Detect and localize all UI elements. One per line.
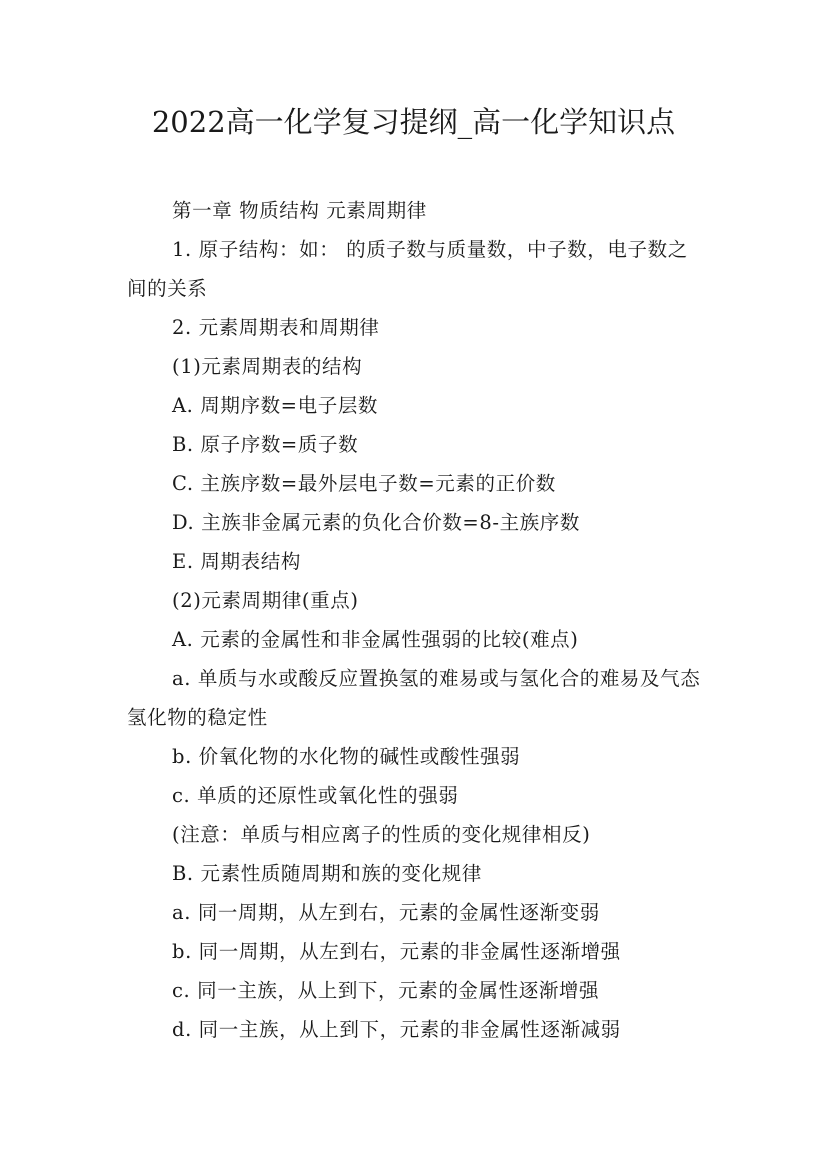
paragraph: B. 元素性质随周期和族的变化规律 — [172, 862, 482, 885]
paragraph: A. 周期序数=电子层数 — [172, 394, 379, 417]
paragraph: E. 周期表结构 — [172, 550, 301, 573]
paragraph: b. 同一周期，从左到右，元素的非金属性逐渐增强 — [172, 940, 621, 963]
document-body — [127, 191, 707, 1049]
chapter-heading: 第一章 物质结构 元素周期律 — [172, 199, 427, 222]
paragraph: c. 同一主族，从上到下，元素的金属性逐渐增强 — [172, 979, 600, 1002]
paragraph: b. 价氧化物的水化物的碱性或酸性强弱 — [172, 745, 521, 768]
paragraph: D. 主族非金属元素的负化合价数=8-主族序数 — [172, 511, 580, 534]
paragraph: C. 主族序数=最外层电子数=元素的正价数 — [172, 472, 556, 495]
paragraph: 1. 原子结构：如： 的质子数与质量数，中子数，电子数之间的关系 — [127, 238, 688, 300]
paragraph: (2)元素周期律(重点) — [172, 589, 359, 612]
paragraph: a. 同一周期，从左到右，元素的金属性逐渐变弱 — [172, 901, 600, 924]
paragraph: 2. 元素周期表和周期律 — [172, 316, 380, 339]
paragraph: (注意：单质与相应离子的性质的变化规律相反) — [172, 823, 591, 846]
paragraph: d. 同一主族，从上到下，元素的非金属性逐渐减弱 — [172, 1018, 621, 1041]
document-title: 2022高一化学复习提纲_高一化学知识点 — [151, 105, 676, 139]
paragraph: a. 单质与水或酸反应置换氢的难易或与氢化合的难易及气态氢化物的稳定性 — [127, 667, 701, 729]
paragraph: A. 元素的金属性和非金属性强弱的比较(难点) — [172, 628, 579, 651]
paragraph: c. 单质的还原性或氧化性的强弱 — [172, 784, 459, 807]
paragraph: B. 原子序数=质子数 — [172, 433, 359, 456]
paragraph: (1)元素周期表的结构 — [172, 355, 363, 378]
